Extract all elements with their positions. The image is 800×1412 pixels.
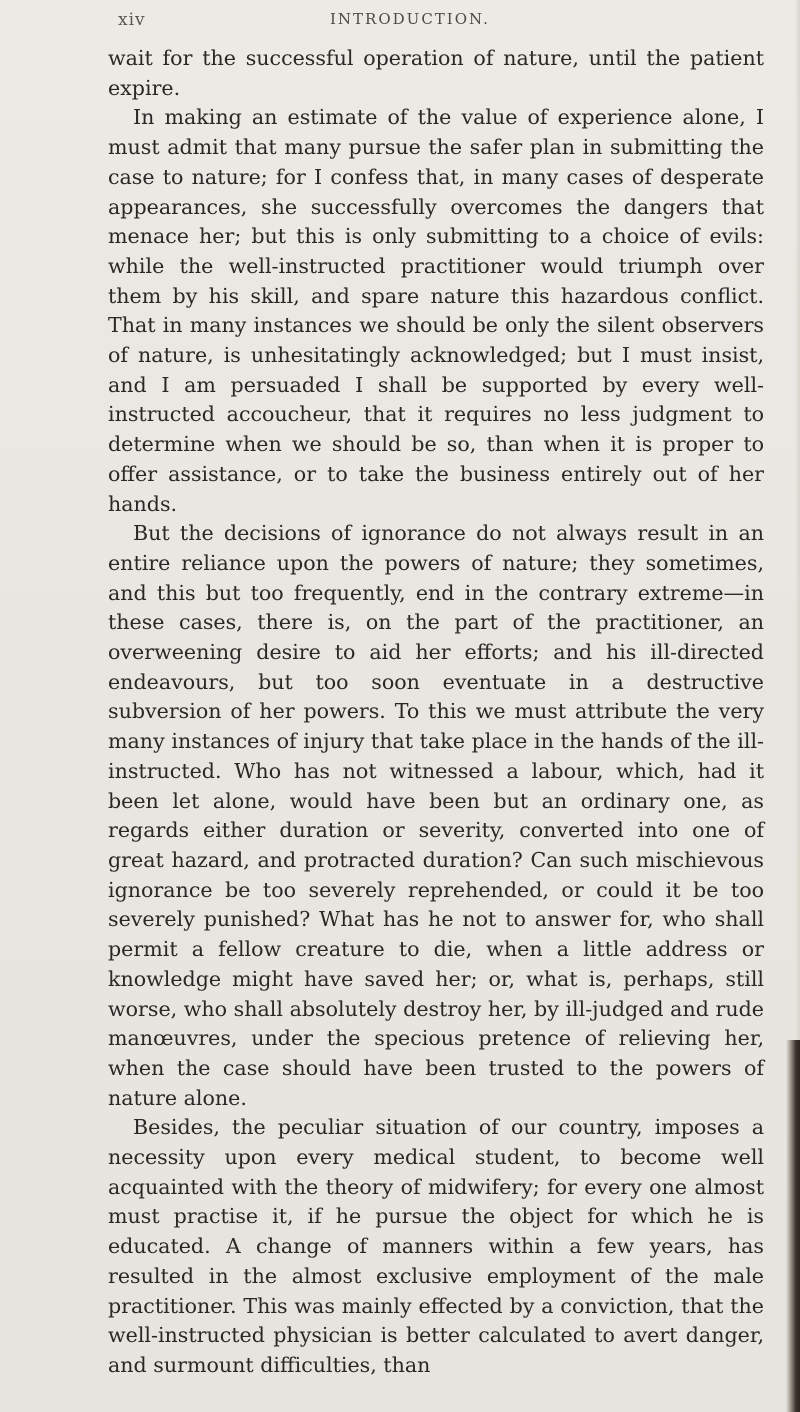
page-number: xiv xyxy=(118,10,146,30)
paragraph: But the decisions of ignorance do not always result in an entire reliance upon the powers of nature; they sometimes, and this but too frequently, end in the contrary extreme—in these cases, there is, on the part of the practitioner, an overweening desire to aid her efforts; and his ill-directed endeavours, but too soon eventuate in a destructive subversion of her powers. To this we must attribute the very many instances of injury that take place in the hands of the ill-instructed. Who has not witnessed a labour, which, had it been let alone, would have been but an ordinary one, as regards either duration or severity, converted into one of great hazard, and protracted duration? Can such mischievous ignorance be too severely reprehended, or could it be too severely punished? What has he not to answer for, who shall permit a fellow creature to die, when a little address or knowledge might have saved her; or, what is, perhaps, still worse, who shall absolutely destroy her, by ill-judged and rude manœuvres, under the specious pretence of relieving her, when the case should have been trusted to the powers of nature alone. xyxy=(108,521,764,1110)
body-text xyxy=(108,44,764,1381)
page-binding-shadow xyxy=(786,1040,800,1412)
paragraph: Besides, the peculiar situation of our country, imposes a necessity upon every medical student, to become well acquainted with the theory of midwifery; for every one almost must practise it, if he pursue the object for which he is educated. A change of manners within a few years, has resulted in the almost exclusive employment of the male practitioner. This was mainly effected by a conviction, that the well-instructed physician is better calculated to avert danger, and surmount difficulties, than xyxy=(108,1115,764,1377)
page-header xyxy=(0,4,800,34)
running-title: INTRODUCTION. xyxy=(330,10,490,28)
page-edge-shadow xyxy=(795,0,800,1040)
paragraph-continuation: wait for the successful operation of nature, until the patient expire. xyxy=(108,46,764,100)
paragraph: In making an estimate of the value of experience alone, I must admit that many pursue the safer plan in submitting the case to nature; for I confess that, in many cases of desperate appearances, she successfully overcomes the dangers that menace her; but this is only submitting to a choice of evils: while the well-instructed practitioner would triumph over them by his skill, and spare nature this hazardous conflict. That in many instances we should be only the silent observers of nature, is unhesitatingly acknowledged; but I must insist, and I am persuaded I shall be supported by every well-instructed accoucheur, that it requires no less judgment to determine when we should be so, than when it is proper to offer assistance, or to take the business entirely out of her hands. xyxy=(108,105,764,516)
